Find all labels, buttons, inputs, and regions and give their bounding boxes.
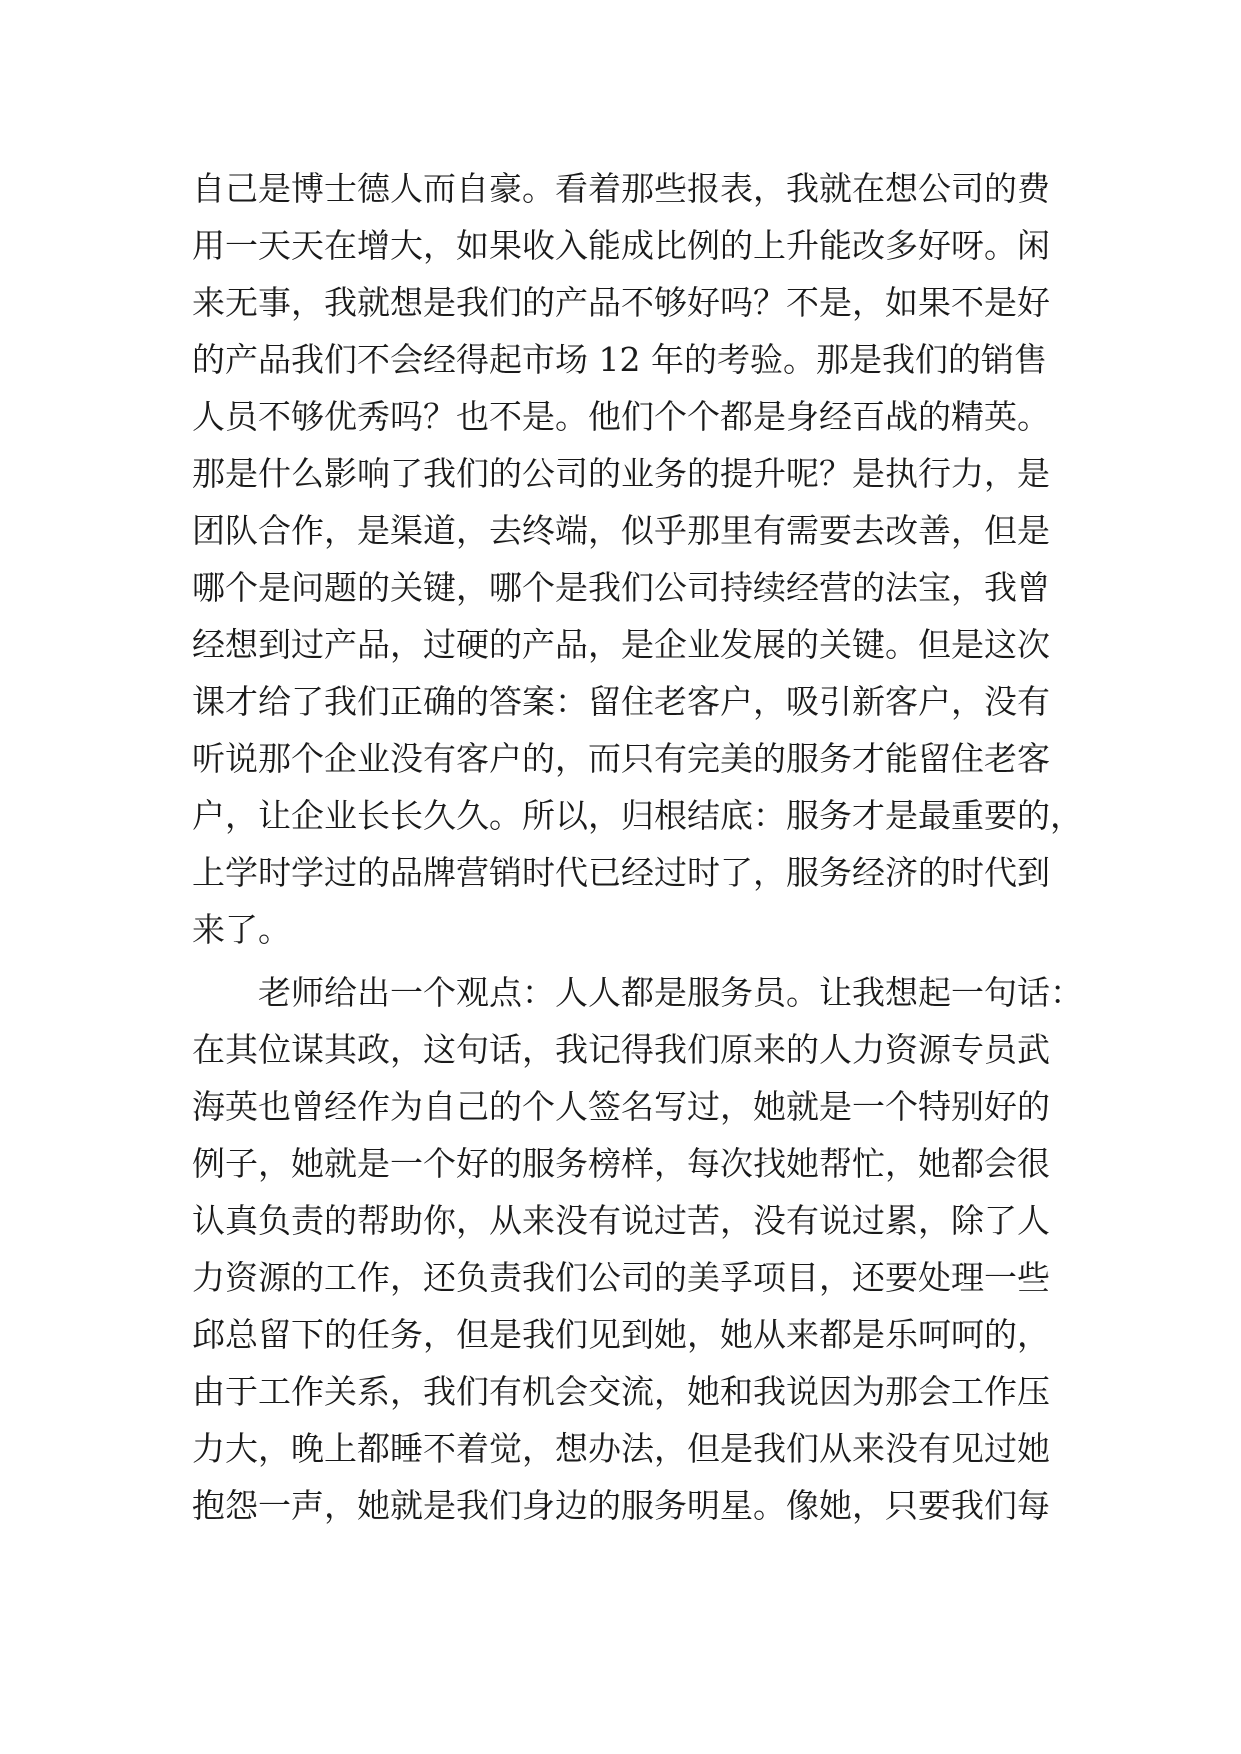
text-line: 老师给出一个观点：人人都是服务员。让我想起一句话： bbox=[258, 973, 1083, 1012]
text-line: 的产品我们不会经得起市场 12 年的考验。那是我们的销售 bbox=[192, 340, 1047, 379]
body-text bbox=[192, 160, 1083, 1534]
text-line: 认真负责的帮助你，从来没有说过苦，没有说过累，除了人 bbox=[192, 1201, 1050, 1240]
text-line: 力大，晚上都睡不着觉，想办法，但是我们从来没有见过她 bbox=[192, 1429, 1050, 1468]
text-line: 哪个是问题的关键，哪个是我们公司持续经营的法宝，我曾 bbox=[192, 568, 1050, 607]
text-line: 由于工作关系，我们有机会交流，她和我说因为那会工作压 bbox=[192, 1372, 1050, 1411]
text-line: 上学时学过的品牌营销时代已经过时了，服务经济的时代到 bbox=[192, 853, 1050, 892]
text-line: 来无事，我就想是我们的产品不够好吗？不是，如果不是好 bbox=[192, 283, 1050, 322]
text-line: 人员不够优秀吗？也不是。他们个个都是身经百战的精英。 bbox=[192, 397, 1050, 436]
text-line: 在其位谋其政，这句话，我记得我们原来的人力资源专员武 bbox=[192, 1030, 1050, 1069]
text-line: 抱怨一声，她就是我们身边的服务明星。像她，只要我们每 bbox=[192, 1486, 1050, 1525]
text-line: 力资源的工作，还负责我们公司的美孚项目，还要处理一些 bbox=[192, 1258, 1050, 1297]
text-line: 户，让企业长长久久。所以，归根结底：服务才是最重要的， bbox=[192, 796, 1083, 835]
text-line: 来了。 bbox=[192, 910, 291, 949]
text-line: 邱总留下的任务，但是我们见到她，她从来都是乐呵呵的， bbox=[192, 1315, 1050, 1354]
text-line: 课才给了我们正确的答案：留住老客户，吸引新客户，没有 bbox=[192, 682, 1050, 721]
text-line: 用一天天在增大，如果收入能成比例的上升能改多好呀。闲 bbox=[192, 226, 1050, 265]
text-line: 海英也曾经作为自己的个人签名写过，她就是一个特别好的 bbox=[192, 1087, 1050, 1126]
text-line: 例子，她就是一个好的服务榜样，每次找她帮忙，她都会很 bbox=[192, 1144, 1050, 1183]
text-line: 经想到过产品，过硬的产品，是企业发展的关键。但是这次 bbox=[192, 625, 1050, 664]
text-line: 团队合作，是渠道，去终端，似乎那里有需要去改善，但是 bbox=[192, 511, 1050, 550]
paragraph-1 bbox=[192, 160, 1083, 958]
text-line: 听说那个企业没有客户的，而只有完美的服务才能留住老客 bbox=[192, 739, 1050, 778]
text-line: 自己是博士德人而自豪。看着那些报表，我就在想公司的费 bbox=[192, 169, 1050, 208]
text-line: 那是什么影响了我们的公司的业务的提升呢？是执行力，是 bbox=[192, 454, 1050, 493]
paragraph-2 bbox=[192, 964, 1083, 1534]
